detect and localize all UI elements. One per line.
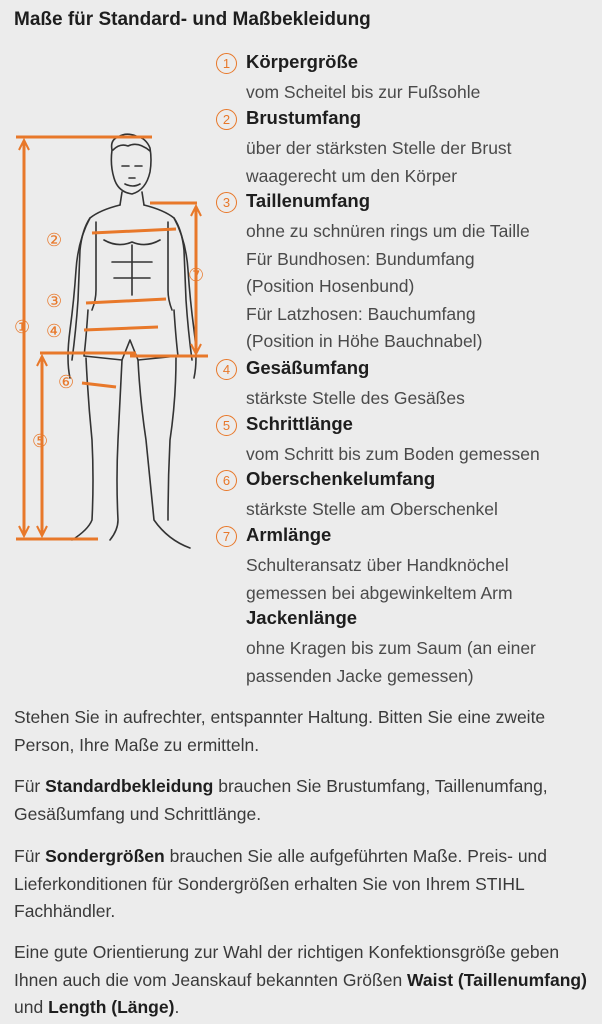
instruction-paragraph: Stehen Sie in aufrechter, entspannter Haltung. Bitten Sie eine zweite Person, Ihre Maße zu ermitteln.: [14, 707, 546, 755]
bold-term: Waist (Taillenumfang): [407, 969, 587, 990]
label-6: ⑥: [58, 372, 75, 392]
measurement-lines: [16, 137, 208, 539]
body-measurement-illustration: [0, 120, 215, 560]
label-3: ③: [46, 291, 63, 311]
label-7: ⑦: [188, 265, 205, 285]
item-title: Oberschenkelumfang: [246, 468, 436, 489]
item-description: Schulteransatz über Handknöchel gemessen bei abgewinkeltem Arm: [246, 555, 513, 603]
label-2: ②: [46, 230, 63, 250]
page-title: Maße für Standard- und Maßbekleidung: [14, 9, 371, 30]
number-badge: 6: [216, 470, 237, 491]
item-title: Gesäßumfang: [246, 357, 370, 378]
item-title: Brustumfang: [246, 107, 362, 128]
item-title: Körpergröße: [246, 51, 359, 72]
label-1: ①: [14, 317, 31, 337]
number-badge: 3: [216, 192, 237, 213]
jeans-size-paragraph: Eine gute Orientierung zur Wahl der richtigen Konfektionsgröße geben Ihnen auch die vom Jeanskauf bekannten Größen Waist (Taillenumfang) und Length (Länge).: [14, 942, 587, 1017]
item-title: Taillenumfang: [246, 190, 371, 211]
label-5: ⑤: [32, 431, 49, 451]
item-description: stärkste Stelle am Oberschenkel: [246, 499, 498, 519]
man-outline: [68, 134, 196, 548]
special-sizes-paragraph: Für Sondergrößen brauchen Sie alle aufgeführten Maße. Preis- und Lieferkonditionen für Sondergrößen erhalten Sie von Ihrem STIHL Fachhändler.: [14, 846, 548, 921]
number-badge: 1: [216, 53, 237, 74]
item-description: ohne Kragen bis zum Saum (an einer passenden Jacke gemessen): [246, 638, 536, 686]
number-badge: 5: [216, 415, 237, 436]
bold-term: Standardbekleidung: [45, 776, 214, 796]
item-title: Schrittlänge: [246, 413, 353, 434]
number-badge: 2: [216, 109, 237, 130]
standard-clothing-paragraph: Für Standardbekleidung brauchen Sie Brustumfang, Taillenumfang, Gesäßumfang und Schrittlänge.: [14, 776, 548, 824]
label-4: ④: [46, 321, 63, 341]
bold-term: Sondergrößen: [45, 846, 165, 866]
item-title: Jackenlänge: [246, 607, 358, 628]
item-description: vom Schritt bis zum Boden gemessen: [246, 444, 540, 464]
bold-term: Length (Länge): [48, 997, 175, 1017]
number-badge: 7: [216, 526, 237, 547]
item-description: ohne zu schnüren rings um die Taille Für Bundhosen: Bundumfang (Position Hosenbund) Für Latzhosen: Bauchumfang (Position in Höhe Bauchnabel): [246, 221, 530, 352]
item-title: Armlänge: [246, 524, 332, 545]
number-badge: 4: [216, 359, 237, 380]
item-description: über der stärksten Stelle der Brust waagerecht um den Körper: [246, 138, 512, 186]
item-description: stärkste Stelle des Gesäßes: [246, 388, 465, 408]
item-description: vom Scheitel bis zur Fußsohle: [246, 82, 481, 102]
